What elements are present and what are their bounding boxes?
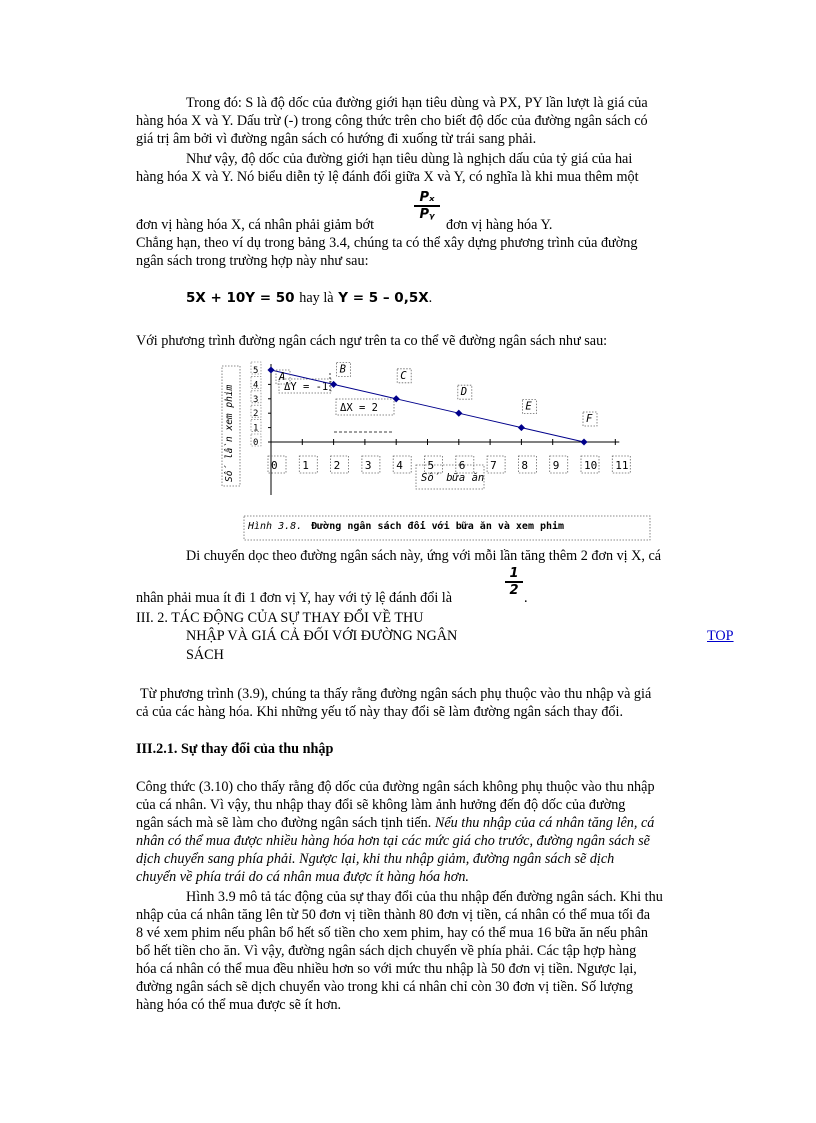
text-line: ngân sách trong trường hợp này như sau: [136, 253, 369, 269]
x-tick-label: 11 [615, 459, 629, 472]
x-tick-label: 2 [333, 459, 341, 472]
x-tick-label: 0 [271, 459, 278, 472]
text-line: nhân phải mua ít đi 1 đơn vị Y, hay với tỷ lệ đánh đổi là [136, 590, 453, 606]
text-line: Công thức (3.10) cho thấy rằng độ dốc của đường ngân sách không phụ thuộc vào thu nhập [136, 779, 655, 795]
y-tick-label: 3 [253, 394, 259, 405]
budget-line-chart [218, 350, 658, 550]
x-tick-label: 6 [458, 459, 466, 472]
x-tick-label: 7 [490, 459, 497, 472]
text-line: Trong đó: S là độ dốc của đường giới hạn tiêu dùng và PX, PY lần lượt là giá của [186, 95, 648, 111]
text-line: hàng hóa có thể mua được sẽ ít hơn. [136, 997, 342, 1013]
fraction-px-over-py [414, 190, 440, 222]
point-label: D [460, 386, 468, 399]
text-span-italic: Nếu thu nhập của cá nhân tăng lên, cá [434, 815, 655, 831]
text-line: Từ phương trình (3.9), chúng ta thấy rằng đường ngân sách phụ thuộc vào thu nhập và giá [140, 686, 652, 702]
text-line: dịch chuyển sang phía phải. Ngược lại, khi thu nhập giảm, đường ngân sách sẽ dịch [136, 851, 615, 867]
text-line [136, 815, 654, 832]
data-point [455, 410, 462, 417]
equation-left: 5X + 10Y = 50 [186, 290, 295, 306]
equation-connector: hay là [299, 290, 334, 306]
data-point [518, 424, 525, 431]
y-tick-label: 4 [253, 380, 259, 391]
text-line: Với phương trình đường ngân cách ngư trên ta co thể vẽ đường ngân sách như sau: [136, 333, 608, 349]
x-tick-label: 5 [427, 459, 435, 472]
dy-annotation: ΔY = -1 [284, 381, 329, 393]
text-span: ngân sách mà sẽ làm cho đường ngân sách tịnh tiến. [136, 815, 432, 831]
equation-period: . [428, 290, 433, 306]
y-tick-label: 0 [253, 438, 259, 448]
text-line: chuyển về phía trái do cá nhân mua được ít hàng hóa hơn. [136, 869, 469, 885]
x-tick-label: 10 [584, 459, 598, 472]
y-tick-label: 1 [253, 423, 259, 434]
text-line: nhân có thể mua được nhiều hàng hóa hơn tại các mức giá cho trước, đường ngân sách sẽ [136, 833, 650, 849]
fraction-numerator: 1 [505, 566, 523, 583]
y-axis-label: Số lần xem phim [224, 384, 235, 482]
data-point [267, 366, 274, 373]
x-tick-label: 1 [302, 459, 309, 472]
x-tick-label: 4 [396, 459, 403, 472]
fraction-one-half [505, 566, 523, 598]
caption-body: Đường ngân sách đối với bữa ăn và xem phim [311, 521, 565, 532]
text-line: đơn vị hàng hóa X, cá nhân phải giảm bớt [136, 217, 375, 233]
point-label: E [525, 400, 532, 413]
chart-caption [247, 520, 564, 532]
equation-right: Y = 5 – 0,5X [338, 290, 429, 306]
budget-equation [186, 290, 432, 307]
point-label: F [586, 413, 593, 425]
text-line: Như vậy, độ dốc của đường giới hạn tiêu dùng là nghịch dấu của tỷ giá của hai [186, 151, 633, 167]
fraction-numerator: Pₓ [414, 190, 440, 207]
x-tick-label: 8 [521, 459, 529, 472]
text-line: hàng hóa X và Y. Dấu trừ (-) trong công thức trên cho biết độ dốc của đường ngân sách có [136, 113, 648, 129]
data-point [580, 438, 587, 445]
text-line: hóa cá nhân có thể mua đều nhiều hơn so với mức thu nhập là 50 đơn vị tiền. Ngược lại, [136, 961, 637, 977]
text-line: đường ngân sách sẽ dịch chuyển vào trong khi cá nhân chỉ còn 30 đơn vị tiền. Số lượng [136, 979, 633, 995]
point-label: A [279, 371, 286, 383]
text-line: Hình 3.9 mô tả tác động của sự thay đổi của thu nhập đến đường ngân sách. Khi thu [186, 889, 663, 905]
text-line: Di chuyển dọc theo đường ngân sách này, ứng với mỗi lần tăng thêm 2 đơn vị X, cá [186, 548, 662, 564]
fraction-denominator: Pᵧ [419, 207, 435, 222]
subheading: III.2.1. Sự thay đổi của thu nhập [136, 741, 334, 757]
text-line: Chẳng hạn, theo ví dụ trong bảng 3.4, chúng ta có thể xây dựng phương trình của đường [136, 235, 638, 251]
text-line: cả của các hàng hóa. Khi những yếu tố này thay đổi sẽ làm đường ngân sách thay đổi. [136, 704, 623, 720]
dx-annotation: ΔX = 2 [340, 402, 378, 414]
text-line: đơn vị hàng hóa Y. [446, 217, 553, 233]
text-line: giá trị âm bởi vì đường ngân sách có hướng đi xuống từ trái sang phải. [136, 131, 537, 147]
y-tick-label: 2 [253, 409, 259, 420]
point-label: B [339, 363, 346, 376]
text-line: hàng hóa X và Y. Nó biểu diễn tỷ lệ đánh đổi giữa X và Y, có nghĩa là khi mua thêm một [136, 169, 639, 185]
top-link[interactable]: TOP [707, 628, 734, 644]
text-line: của cá nhân. Vì vậy, thu nhập thay đổi sẽ không làm ảnh hưởng đến độ dốc của đường [136, 797, 626, 813]
x-axis-label: Số bữa ăn [421, 472, 485, 484]
x-tick-label: 3 [364, 459, 372, 472]
fraction-denominator: 2 [509, 583, 519, 598]
text-line: bổ hết tiền cho ăn. Vì vậy, đường ngân sách dịch chuyển về phía phải. Các tập hợp hàng [136, 943, 637, 959]
y-tick-label: 5 [253, 366, 259, 376]
budget-line [271, 370, 584, 442]
text-line: 8 vé xem phim nếu phân bổ hết số tiền cho xem phim, hay có thể mua 16 bữa ăn nếu phân [136, 925, 649, 941]
section-title: SÁCH [186, 647, 224, 663]
text-line: . [524, 590, 528, 606]
caption-prefix: Hình 3.8. [248, 521, 303, 532]
section-title: III. 2. TÁC ĐỘNG CỦA SỰ THAY ĐỔI VỀ THU [136, 610, 424, 626]
x-tick-label: 9 [552, 459, 560, 472]
text-line: nhập của cá nhân tăng lên từ 50 đơn vị tiền thành 80 đơn vị tiền, cá nhân có thể mua tối đa [136, 907, 650, 923]
point-label: C [400, 369, 407, 382]
section-title: NHẬP VÀ GIÁ CẢ ĐỐI VỚI ĐƯỜNG NGÂN [186, 628, 458, 644]
